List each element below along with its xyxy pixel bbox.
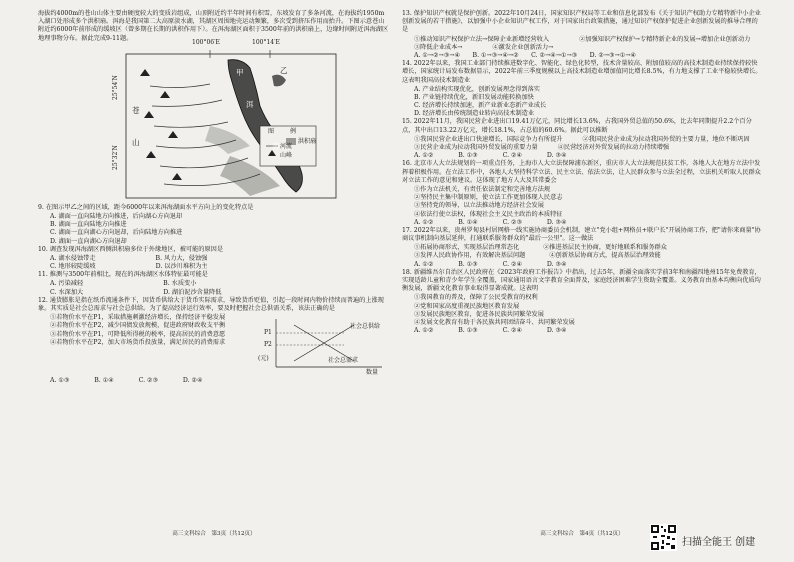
- question-14: 14. 2022年以来，我国工业部门持续推进数字化、智能化、绿色化转型，技术含量较高、附加值较高的高技术制造业持续保持较快增长，国家统计局发布数据显示，2022年前三季度规模以上高技术制造业增加值同比增长8.5%，有力地支撑了工业平稳较快增长。这表明我国高技术制造业: [402, 60, 762, 84]
- graph-demand-label: 社会总需求: [328, 357, 359, 365]
- page-4-footer: 高三文科综合 第4页（共12页）: [540, 530, 624, 537]
- q12-item-4: ④若物价水平在P2，加大市场货币投放量，满足居民的消费需求: [50, 338, 226, 346]
- question-18: 18. 新疆维吾尔自治区人民政府在《2023年政府工作报告》中指出，过去5年，新疆全面落实学前3年和南疆四地州15年免费教育，实现适龄儿童和青少年学生全覆盖，国家通用语言文字教育全面普及，家庭经济困难学生资助全覆盖。义务教育由基本均衡向优质均衡发展，新疆文化教育事业取得显著成就。这表明: [402, 268, 761, 293]
- q18-item-3: ③发展民族地区教育，促进各民族共同繁荣发展: [414, 310, 544, 318]
- question-10: 10. 调查发现洱海湖区西侧洪积扇多位于外缘地区，被可能的原因是: [38, 245, 224, 253]
- q15-item-3: ③民营企业成为拉动我国外贸发展的重要力量: [414, 144, 538, 151]
- q9-option-c: C. 湖面一直向湖心方向退却，后向陆地方向推进: [50, 229, 183, 237]
- page-4: [402, 10, 762, 538]
- question-12: 12. 通货膨胀是指在纸币流通条件下，因货币供给大于货币实际需求，导致货币贬值，引起一段时间内物价持续而普遍的上涨现象。其实质是社会总需求与社会总供给。为了提高经济运行效率，要及时把握社会总供需关系，该法正确的是: [38, 296, 384, 312]
- legend-title-2: 例: [290, 127, 297, 135]
- q14-option-b: B. 产业链持续优化，新旧发展动能转换加快: [414, 93, 534, 101]
- q15-item-2: ②我国民营企业成为拉动我国外贸的主要力量，地位不断巩固: [582, 135, 750, 143]
- q13-item-3: ③降低企业成本→: [414, 43, 463, 51]
- question-11: 11. 推测与3500年前相比，现在的洱海湖区水体特征最可能是: [38, 271, 208, 279]
- q12-item-2: ②若物价水平在P2，减少国债发放规模，促进政府财政收支平衡: [50, 322, 226, 330]
- q18-options: A. ①② B. ①③ C. ②④ D. ③④: [414, 327, 567, 335]
- q9-option-d: D. 湖面一直向湖心方向退却: [50, 237, 127, 245]
- q17-item-2: ②推进基层民主协商，更好地联系和服务群众: [543, 244, 667, 252]
- graph-p1: P1: [264, 329, 272, 337]
- q9-option-b: B. 湖面一直向陆地方向推进: [50, 221, 127, 229]
- place-er: 洱: [246, 99, 254, 109]
- q16-options: A. ①② B. ①④ C. ②③ D. ③④: [414, 218, 567, 226]
- q13-item-2: ②加强知识产权保护→专精特新企业的发展→增加企业创新动力: [579, 35, 751, 43]
- q15-item-1: ①我国民营企业进出口快速增长，国际竞争力有所提升: [414, 135, 563, 143]
- q17-item-1: ①拓展协商形式，实现基层治理常态化: [414, 244, 520, 252]
- place-yi: 乙: [280, 65, 288, 75]
- erhai-map-drawing: [110, 46, 342, 200]
- q11-option-c: C. 水深加大: [50, 288, 84, 296]
- graph-p2: P2: [264, 341, 272, 349]
- q9-option-a: A. 湖面一直向陆地方向推进，后向湖心方向退却: [50, 212, 183, 220]
- question-9: 9. 在图示甲乙之间的区域，距今6000年以来洱海湖面水平方向上的变化特点是: [38, 203, 254, 211]
- q17-options: A. ①② B. ①③ C. ②④ D. ③④: [414, 260, 567, 268]
- q12-options: A. ①③ B. ①④ C. ②③ D. ②④: [50, 377, 203, 385]
- supply-demand-graph: [258, 315, 386, 377]
- q14-option-a: A. 产业结构实现优化，创新发展理念得到落实: [414, 85, 540, 93]
- q14-option-c: C. 经济增长持续加速，新产业新业态新产业成长: [414, 102, 547, 110]
- place-jia: 甲: [236, 67, 244, 77]
- legend-peak: 山峰: [280, 151, 293, 159]
- mount-shan: 山: [132, 137, 140, 147]
- q13-item-4: ④激发企业创新活力→: [492, 43, 554, 51]
- mount-cang: 苍: [132, 105, 140, 115]
- scanner-watermark: [650, 524, 790, 554]
- lat-label-1: 25°54′N: [112, 74, 119, 100]
- place-hai: 海: [272, 141, 280, 151]
- q18-item-2: ②党和国家高度重视民族地区教育发展: [414, 302, 520, 310]
- q10-option-c: C. 地形较陡缓坡: [50, 263, 96, 271]
- graph-x-unit: 数量: [366, 369, 379, 377]
- lon-label-2: 100°14′E: [252, 38, 280, 46]
- q18-item-4: ④发展文化教育有助于各民族共同团结奋斗、共同繁荣发展: [414, 318, 575, 326]
- q13-options: A. ①→②→③→④ B. ①→③→④→② C. ②→④→①→③ D. ②→③→①→④: [414, 51, 637, 59]
- q17-item-3: ③发挥人民政协作用，有效解决基层问题: [414, 252, 526, 260]
- question-16: 16. 北京市人大立法规划的一项重点任务，上海市人大立法保障浦东新区，重庆市人大立法规范扶贫工作，各地人大在地方立法中发挥着积极作用。在立法工作中，各地人大坚持科学立法、民主立法、依法立法，让人民群众参与立法全过程，立法机关听取人民群众对立法工作的意见和建议。这体现了地方人大及其常委会: [402, 160, 761, 184]
- page-3: [38, 10, 390, 538]
- scanner-label: 扫描全能王 创建: [682, 537, 756, 548]
- q16-item-2: ②坚持民主集中制原则，使立法工作更加体现人民意志: [414, 194, 563, 202]
- q10-option-d: D. 以沙川堆积为主: [155, 263, 208, 271]
- erhai-map: [110, 38, 342, 200]
- q14-option-d: D. 经济增长由传统制造业转向高技术制造业: [414, 110, 535, 118]
- q16-item-3: ③坚持党的领导，以立法推动地方经济社会发展: [414, 202, 544, 210]
- question-17: 17. 2022年以来，贵州罗甸县村居网格一线实施协商委员会机制，建立"党小组+网格员+联户长"开展协商工作，把"请你来商量"协商议事机制向基层延伸，打通联系服务群众的"最后一公里"。这一做法: [402, 226, 761, 243]
- page-3-footer: 高三文科综合 第3页（共12页）: [172, 530, 256, 537]
- legend-river: 河流: [280, 142, 293, 150]
- material-intro: 海拔约4000m的苍山山体主要由硬度较大的变质岩组成，山顶附近约半年时间有积雪，东坡发育了多条河流，在海拔约1950m入湖口处形成多个洪积扇。洱海是我国第二大高原淡水湖，其湖区周围地壳运动频繁，多次受到挤压作用而抬升。下图示意苍山附近约6000年前形成的缓坡区（曾多期在长期的洪积作用下）。在洱海湖区面积于3500年前的洪积扇上，边缘时间附近洱海湖区地理事物分布。据此完成9-11题。: [38, 10, 389, 42]
- q10-option-b: B. 风力大，侵蚀强: [155, 254, 208, 262]
- graph-y-unit: (元): [258, 355, 269, 363]
- lon-label-1: 100°06′E: [192, 38, 220, 46]
- question-13: 13. 保护知识产权就是保护创新。2022年10月24日，国家知识产权局等工业和信息化部发布《关于知识产权助力专精特新中小企业创新发展的若干措施》，以加强中小企业知识产权工作，对于国家出台政策措施，通过知识产权保护促进企业创新发展的推导合理的是: [402, 10, 761, 34]
- graph-supply-label: 社会总供给: [350, 323, 381, 331]
- legend-title: 图: [268, 127, 275, 135]
- question-15: 15. 2022年11月，我国民营企业进出口19.41万亿元，同比增长13.6%，占我国外贸总值的50.6%，比去年同期提升2.2个百分点，其中出口13.22万亿元，增长18.1%，占总值的60.6%。据此可以推断: [402, 118, 752, 134]
- legend-fan: 洪积扇: [298, 137, 317, 145]
- q11-option-b: B. 水质变小: [163, 280, 197, 288]
- q15-item-4: ④民营经济对外贸发展的拉动力持续增强: [557, 144, 670, 151]
- q12-item-3: ③若物价水平在P1，可降低所得税的税率，提高居民的消费意愿: [50, 330, 226, 338]
- q18-item-1: ①我国教育的普及，保障了公民受教育的权利: [414, 294, 538, 302]
- q16-item-4: ④依法行使立法权，体现社会主义民主政治的本质特征: [414, 210, 563, 218]
- q10-option-a: A. 湖水侵蚀带走: [50, 254, 96, 262]
- lat-label-2: 25°32′N: [112, 144, 119, 170]
- q17-item-4: ④创新基层协商方式，提高基层治理效能: [549, 252, 661, 260]
- q13-item-1: ①推动知识产权保护立法→保障企业新增经营收入: [414, 35, 550, 43]
- q12-item-1: ①若物价水平在P1，采取措施刺激经济增长，保持经济平稳发展: [50, 314, 226, 322]
- q11-option-d: D. 湖泊泥沙含量降低: [163, 288, 222, 296]
- q11-option-a: A. 污染减轻: [50, 280, 84, 288]
- q15-options: A. ①② B. ①③ C. ②④ D. ③④: [414, 152, 567, 160]
- q16-item-1: ①作为立法机关，有责任依法制定和完善地方法规: [414, 185, 551, 193]
- qr-code-icon: [650, 524, 677, 551]
